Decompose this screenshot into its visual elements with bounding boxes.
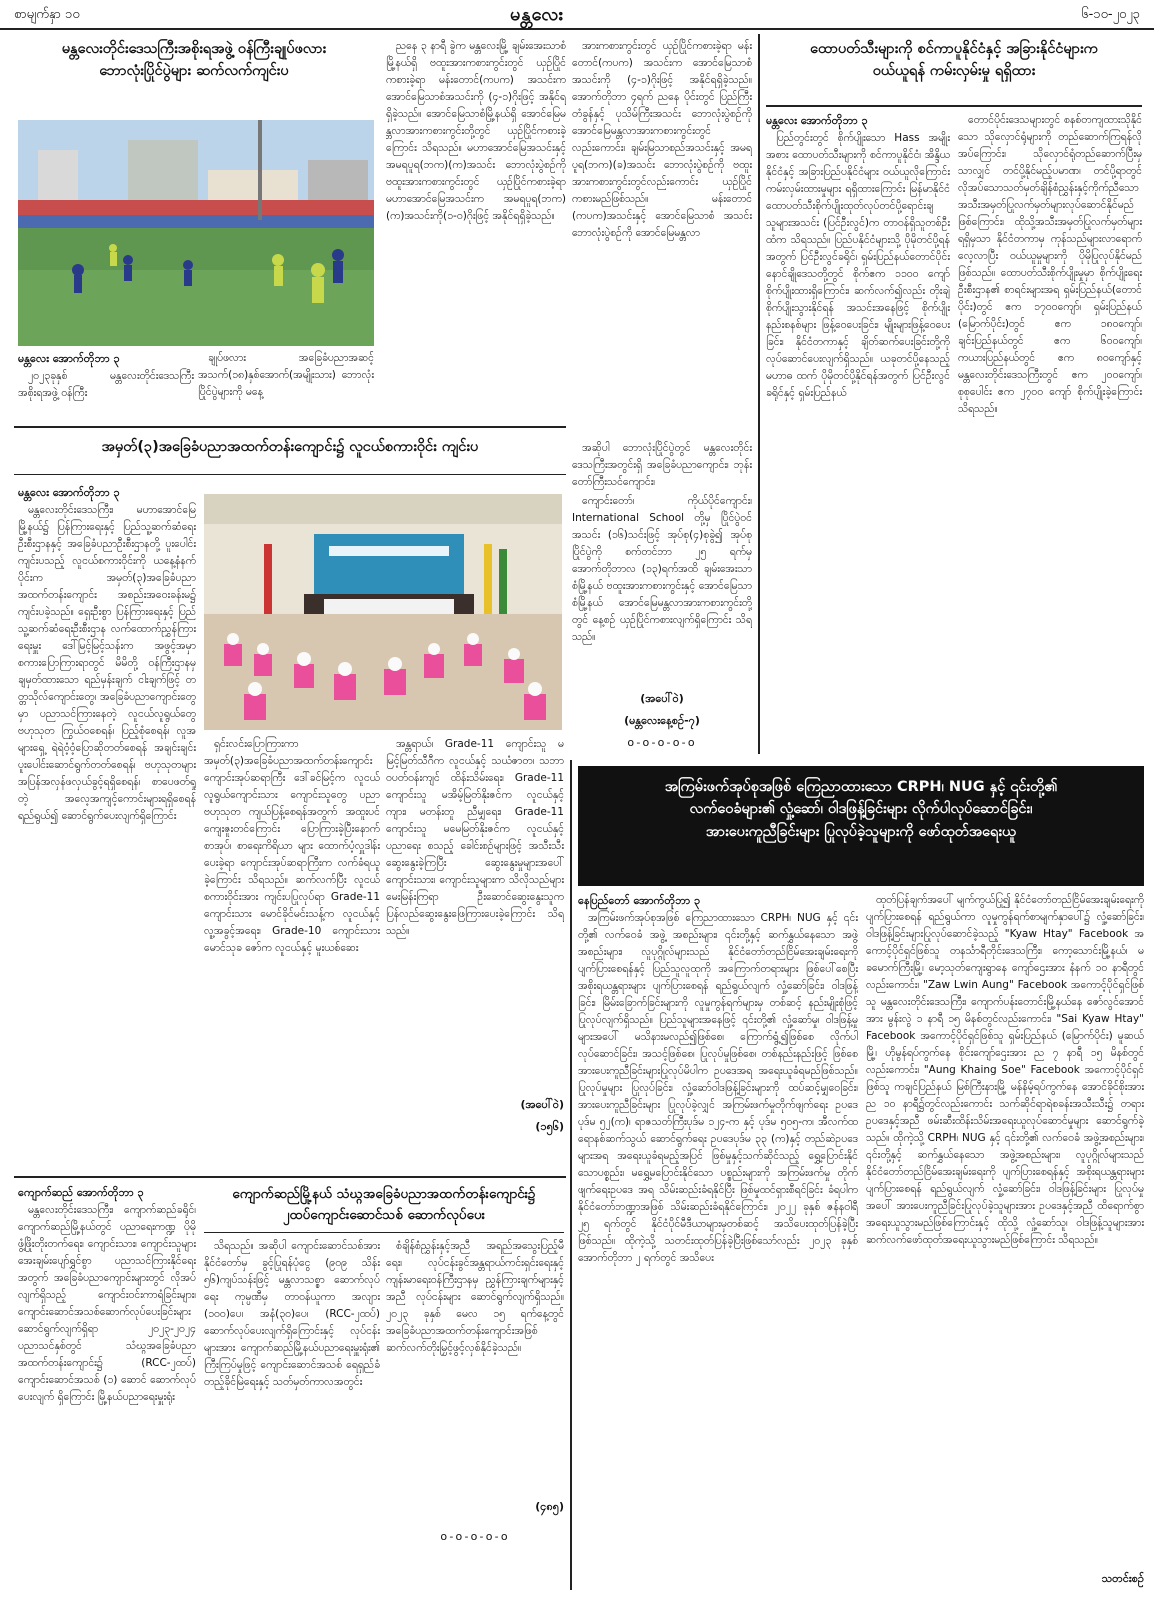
article2-col1 <box>766 112 950 752</box>
article3-headline: အမှတ်(၃)အခြေခံပညာအထက်တန်းကျောင်း၌ လူငယ်စကားဝိုင်း ကျင်းပ <box>101 439 479 455</box>
meeting-hall-illustration <box>204 494 562 730</box>
article6-headline <box>204 1184 564 1226</box>
article6-end-dots: o-o-o-o-o <box>440 1530 510 1543</box>
article3-signature1: (အပေါ်ဝဲ) <box>520 1098 564 1111</box>
masthead-logo: မန္တလေး <box>510 4 564 25</box>
article5-signature: သတင်းစဉ် <box>1101 1572 1144 1585</box>
article1-col3 <box>572 38 752 438</box>
article4-end-dots: o-o-o-o-o <box>627 736 697 749</box>
article1-headline <box>14 38 374 83</box>
article2-headline-line2: ဝယ်ယူရန် ကမ်းလှမ်းမှု ရရှိထား <box>872 63 1036 80</box>
article4-text: ကျောင်းတော်၊ ကိုယ်ပိုင်ကျောင်း၊ International School တို့မှ ပြိုင်ပွဲဝင်အသင်း (၁၆)သင်းဖြင့် အုပ်စု(၄)စုခွဲ၍ အုပ်စုပြိုင်ပွဲကို စက်တင်ဘာ ၂၅ ရက်မှ အောက်တိုဘာလ (၁၃)ရက်အထိ ချမ်းအေးသာစံမြို့နယ် ဗထူးအားကစားကွင်းနှင့် အောင်မြေသာစံမြို့နယ် အောင်မြေမန္တလာအားကစားကွင်းတို့တွင် နေ့စဉ် ယှဉ်ပြိုင်ကစားလျက်ရှိကြောင်း သိရသည်။ <box>572 495 752 643</box>
article6-col1-text: မန္တလေးတိုင်းဒေသကြီး၊ ကျောက်ဆည်ခရိုင်၊ ကျောက်ဆည်မြို့နယ်တွင် ပညာရေးကဏ္ဍ ပိုမိုဖွံ့ဖြိုးတိုးတက်ရေး၊ ကျောင်းသား၊ ကျောင်းသူများ အေးချမ်းပျော်ရွှင်စွာ ပညာသင်ကြားနိုင်ရေးအတွက် အခြေခံပညာကျောင်းများတွင် လိုအပ်လျက်ရှိသည့် ကျောင်းဝင်းကာရံခြင်းများ၊ ကျောင်းဆောင်အသစ်ဆောက်လုပ်ပေးခြင်းများ ဆောင်ရွက်လျက်ရှိရာ ၂၀၂၃-၂၀၂၄ ပညာသင်နှစ်တွင် သံဃ္ဂအခြေခံပညာ အထက်တန်းကျောင်း၌ (RCC-၂ထပ်) ကျောင်းဆောင်အသစ် (၁) ဆောင် ဆောက်လုပ်ပေးလျက် ရှိကြောင်း မြို့နယ်ပညာရေးမှူးရုံး <box>18 1203 196 1403</box>
article3-col2-text: ရှင်းလင်းပြောကြားကာ အမှတ်(၃)အခြေခံပညာအထက်တန်းကျောင်း ကျောင်းအုပ်ဆရာကြီး ဒေါ်ခင်မြင့်က လူငယ်လူရွယ်ကျောင်းသား ကျောင်းသူတွေ ပညာဗဟုသုတ ကျယ်ပြန့်စေရန်အတွက် အထူးပင် ကျေးဇူးတင်ကြောင်း ပြောကြားခဲ့ပြီးနောက် စာအုပ်၊ စာရေးကိရိယာ များ ထောက်ပံ့လှူဒါန်းပေးခဲ့ရာ ကျောင်းအုပ်ဆရာကြီးက လက်ခံရယူခဲ့ကြောင်း သိရသည်။ ဆက်လက်ပြီး လူငယ်စကားဝိုင်းအား ကျင်းပပြုလုပ်ရာ Grade-11 ကျောင်းသား မောင်ခိုင်မင်းသန့်က လူငယ်နှင့် လူ့အခွင့်အရေး၊ Grade-10 ကျောင်းသား မောင်သုခ ဇော်က လူငယ်နှင့် မူးယစ်ဆေး <box>204 738 380 954</box>
article2-headline <box>766 38 1142 83</box>
article5-col2-text: ထုတ်ပြန်ချက်အပေါ် မျက်ကွယ်ပြု၍ နိုင်ငံတော်တည်ငြိမ်အေးချမ်းရေးကို ပျက်ပြားစေရန် ရည်ရွယ်ကာ လူမှုကွန်ရက်စာမျက်နှာပေါ်၌ လှုံ့ဆော်ခြင်း၊ ဝါဒဖြန့်ခြင်းများပြုလုပ်ဆောင်ခဲ့သည့် "Kyaw Htay" Facebook အကောင့်ပိုင်ရှင်ဖြစ်သူ တနင်္သာရီတိုင်းဒေသကြီး၊ ကော့သောင်းမြို့နယ်၊ မခမောက်ကြီးမြို့၊ မော့သုတ်ကျေးရွာနေ ကျော်ဌေးအား နံနက် ၁၀ နာရီတွင်လည်းကောင်း၊ "Zaw Lwin Aung" Facebook အကောင့်ပိုင်ရှင်ဖြစ်သူ မန္တလေးတိုင်းဒေသကြီး၊ ကျောက်ပန်းတောင်းမြို့နယ်နေ ဇော်လွင်အောင်အား မွန်းလွဲ ၁ နာရီ ၁၅ မိနစ်တွင်လည်းကောင်း၊ "Sai Kyaw Htay" Facebook အကောင့်ပိုင်ရှင်ဖြစ်သူ ရှမ်းပြည်နယ် (မြောက်ပိုင်း) မူဆယ်မြို့၊ ဟိုမွန်ရပ်ကွက်နေ စိုင်းကျော်ဌေးအား ည ၇ နာရီ ၁၅ မိနစ်တွင် လည်းကောင်း၊ "Aung Khaing Soe" Facebook အကောင့်ပိုင်ရှင်ဖြစ်သူ ကချင်ပြည်နယ် မြစ်ကြီးနားမြို့ မန်နိမ့်ရပ်ကွက်နေ အောင်ခိုင်စိုးအား ည ၁၀ နာရီ၌တွင်လည်းကောင်း သက်ဆိုင်ရာရဲစခန်းအသီးသီး၌ တရားဥပဒေနှင့်အညီ ဖမ်းဆီးထိန်းသိမ်းအရေးယူလုပ်ဆောင်မှုများ ဆောင်ရွက်ခဲ့သည်။ ထိုကဲ့သို့ CRPH၊ NUG နှင့် ၎င်းတို့၏ လက်ဝေခံ အဖွဲ့အစည်းများ၊ ၎င်းတို့နှင့် ဆက်နွှယ်နေသော အဖွဲ့အစည်းများ၊ လူပုဂ္ဂိုလ်များသည် နိုင်ငံတော်တည်ငြိမ်အေးချမ်းရေးကို ပျက်ပြားစေရန်နှင့် အစိုးရယန္တရားများ ပျက်ပြားစေရန် ရည်ရွယ်လျက် လှုံ့ဆော်ခြင်း၊ ဝါဒဖြန့်ခြင်းများ ပြုလုပ်မှုအပေါ် အားပေးကူညီခြင်းပြုလုပ်ခဲ့သူများအား ဥပဒေနှင့်အညီ ထိရောက်စွာ အရေးယူသွားမည်ဖြစ်ကြောင်းနှင့် ထိုသို့ လှုံ့ဆော်သူ၊ ဝါဒဖြန့်သူများအား ဆက်လက်ဖော်ထုတ်အရေးယူသွားမည်ဖြစ်ကြောင်း သိရသည်။ <box>866 894 1144 1246</box>
article5-col2 <box>866 892 1144 1564</box>
article6-byline: ကျောက်ဆည် အောက်တိုဘာ ၃ <box>18 1186 144 1199</box>
article2-rule <box>766 105 1142 107</box>
article3-rule <box>14 474 566 475</box>
article1-headline-line2: ဘောလုံးပြိုင်ပွဲများ ဆက်လက်ကျင်းပ <box>99 63 289 80</box>
article2-headline-line1: ထောပတ်သီးများကို စင်ကာပူနိုင်ငံနှင့် အခြားနိုင်ငံများက <box>810 41 1098 57</box>
article3-col3 <box>386 736 564 1074</box>
issue-date: ၆-၁၀-၂၀၂၃ <box>1081 7 1140 22</box>
article1-intro: ၂၀၂၃ခုနှစ် မန္တလေးတိုင်းဒေသကြီးအစိုးရအဖွဲ့ ဝန်ကြီး <box>18 369 194 399</box>
article6-col2 <box>204 1238 380 1594</box>
article1-byline: မန္တလေး အောက်တိုဘာ ၃ <box>18 352 120 365</box>
article6-headline-rule <box>204 1232 564 1233</box>
article4-body <box>572 440 752 690</box>
article1-rule <box>14 426 566 428</box>
article1-col1b <box>198 350 374 418</box>
article5-headline-line1: အကြမ်းဖက်အုပ်စုအဖြစ် ကြေညာထားသော CRPH၊ NUG နှင့် ၎င်းတို့၏ <box>664 779 1058 795</box>
article6-headline-line1: ကျောက်ဆည်မြို့နယ် သံဃ္ဂအခြေခံပညာအထက်တန်းကျောင်း၌ <box>232 1186 536 1202</box>
article3-col1-text: မန္တလေးတိုင်းဒေသကြီး၊ မဟာအောင်မြေမြို့နယ်၌ ပြန်ကြားရေးနှင့် ပြည်သူ့ဆက်ဆံရေးဦးစီးဌာနနှင့် အခြေခံပညာဦးစီးဌာနတို့ ပူးပေါင်းကျင်းပသည့် လူငယ်စကားဝိုင်းကို ယနေ့နံနက်ပိုင်းက အမှတ်(၃)အခြေခံပညာအထက်တန်းကျောင်း အစည်းအဝေးခန်းမ၌ ကျင်းပခဲ့သည်။ ရှေးဦးစွာ ပြန်ကြားရေးနှင့် ပြည်သူ့ဆက်ဆံရေးဦးစီးဌာန လက်ထောက်ညွှန်ကြားရေးမှူး ဒေါ်မြင့်မြင့်သန်းက အဖွင့်အမှာစကားပြောကြားရာတွင် မိမိတို့ ဝန်ကြီးဌာနမှ ချမှတ်ထားသော ရည်မှန်းချက် ငါးချက်ဖြင့် တတ္တသိုလ်ကျောင်းတွေ၊ အခြေခံပညာကျောင်းတွေမှာ ပညာသင်ကြားနေတဲ့ လူငယ်လူရွယ်တွေ ဗဟုသုတ ကြွယ်ဝစေရန်၊ ပြည့်စုံစေရန်၊ လူအများရှေ့ ရဲရဲဝံ့ဝံ့ပြောဆိုတတ်စေရန် အချင်းချင်းပူးပေါင်းဆောင်ရွက်တတ်စေရန်၊ ဗဟုသုတများအပြန်အလှန်ဖလှယ်ခွင့်ရရှိစေရန်၊ စာပေဖတ်ရှုတဲ့ အလေ့အကျင့်ကောင်းများရရှိစေရန် ရည်ရွယ်၍ ဆောင်ရွက်ပေးလျက်ရှိကြောင်း <box>18 503 196 822</box>
article3-col3-text: အန္တရာယ်၊ Grade-11 ကျောင်းသူ မမြင့်မြတ်သီဂီက လူငယ်နှင့် သယံဇာတ၊ သဘာဝပတ်ဝန်းကျင် ထိန်းသိမ်းရေး၊ Grade-11 ကျောင်းသူ မအိမ့်မြတ်နိုးဇင်က လူငယ်နှင့် ကျား၊ မတန်းတူ ညီမျှရေး၊ Grade-11 ကျောင်းသူ မမေမြတ်နိုးဇင်က လူငယ်နှင့် ပညာရေး စသည့် ခေါင်းစဉ်များဖြင့် အသီးသီးဆွေးနွေးခဲ့ကြပြီး ဆွေးနွေးမှုများအပေါ် ကျောင်းသား၊ ကျောင်းသူများက သိလိုသည်များ မေးမြန်းကြရာ ဦးဆောင်ဆွေးနွေးသူက ပြန်လည်ဆွေးနွေးဖြေကြားပေးခဲ့ကြောင်း သိရသည်။ <box>386 738 564 937</box>
article4-signature1: (အပေါ်ဝဲ) <box>640 692 684 705</box>
article5-col1 <box>578 892 858 1572</box>
article5-headline-line2: လက်ဝေခံများ၏ လှုံ့ဆော်၊ ဝါဒဖြန့်ခြင်းများ လိုက်ပါလုပ်ဆောင်ခြင်း၊ <box>689 801 1033 818</box>
article5-headline-box <box>578 766 1144 886</box>
article2-col1-text: ပြည်တွင်းတွင် စိုက်ပျိုးသော Hass အမျိုးအစား ထောပတ်သီးများကို စင်ကာပူနိုင်ငံ၊ အိန္ဒိယနိုင်ငံနှင့် အခြားပြည်ပနိုင်ငံများ ဝယ်ယူလိုကြောင်း ကမ်းလှမ်းထားမှုများ ရရှိထားကြောင်း မြန်မာနိုင်ငံထောပတ်သီးစိုက်ပျိုးထုတ်လုပ်တင်ပို့ရောင်းချသူများအသင်း (ပြင်ဦးလွင်)က တာဝန်ရှိသူတစ်ဦးထံက သိရသည်။ ပြည်ပနိုင်ငံများသို့ ပိုမိုတင်ပို့ရန်အတွက် ပြင်ဦးလွင်ခရိုင်၊ ရှမ်းပြည်နယ်တောင်ပိုင်း နောင်ချိုဒေသတို့တွင် စိုက်ဧက ၁၁၀၀ ကျော်စိုက်ပျိုးထားရှိကြောင်း၊ ဆက်လက်၍လည်း တိုးချဲ့စိုက်ပျိုးသွားနိုင်ရန် အသင်းအနေဖြင့် စိုက်ပျိုးနည်းစနစ်များ ဖြန့်ဝေပေးခြင်း၊ မျိုးများဖြန့်ဝေပေးခြင်း၊ နိုင်ငံတကာနှင့် ချိတ်ဆက်ပေးခြင်းတို့ကို လုပ်ဆောင်ပေးလျက်ရှိသည်။ ယခုတင်ပို့နေသည့် မဟာဓ ထက် ပိုမိုတင်ပို့နိုင်ရန်အတွက် ပြင်ဦးလွင်ခရိုင်နှင့် ရှမ်းပြည်နယ် <box>766 131 950 399</box>
football-photo-illustration <box>18 120 374 346</box>
article1-headline-line1: မန္တလေးတိုင်းဒေသကြီးအစိုးရအဖွဲ့ ဝန်ကြီးချုပ်ဖလား <box>61 41 327 57</box>
article6-col1 <box>18 1184 196 1594</box>
article5-headline-line3: အားပေးကူညီခြင်းများ ပြုလုပ်ခဲ့သူများကို ဖော်ထုတ်အရေးယူ <box>705 823 1017 840</box>
article2-col2-text: တောင်ပိုင်းဒေသများတွင် စနစ်တကျထားသိုနိုင်သော သိုလှောင်ရုံများကို တည်ဆောက်ကြရန်လိုအပ်ကြောင်း၊ သိုလှောင်ရုံတည်ဆောက်ပြီးမှသာလျှင် တင်ပို့နိုင်မည့်ပမာဏ၊ တင်ပို့ရာတွင် လိုအပ်သောသတ်မှတ်ချိန်စံညွှန်းနှင့်ကိုက်ညီသော အသီးအမှတ်ပြုလက်မှတ်များလုပ်ဆောင်နိုင်မည်ဖြစ်ကြောင်း၊ ထိုသို့အသီးအမှတ်ပြုလက်မှတ်များရရှိမှသာ နိုင်ငံတကာမှ ကုန်သည်များလာရောက်လေ့လာပြီး ဝယ်ယူမှုများကို ပိုမိုပြုလုပ်နိုင်မည်ဖြစ်သည်။ ထောပတ်သီးစိုက်ပျိုးမှုမှာ စိုက်ပျိုးရေးဦးစီးဌာန၏ စာရင်းများအရ ရှမ်းပြည်နယ်(တောင်ပိုင်း)တွင် ဧက ၁၇၀၀ကျော်၊ ရှမ်းပြည်နယ် (မြောက်ပိုင်း)တွင် ဧက ၁၈၀ကျော်၊ ချင်းပြည်နယ်တွင် ဧက ၆၀၀ကျော်၊ ကယားပြည်နယ်တွင် ဧက ၈၀ကျော်နှင့် မန္တလေးတိုင်းဒေသကြီးတွင် ဧက ၂၀၀ကျော်၊ စုစုပေါင်း ဧက ၂၇၀၀ ကျော် စိုက်ပျိုးခဲ့ကြောင်း သိရသည်။ <box>958 114 1142 415</box>
football-match-photo <box>18 120 374 346</box>
article5-byline: နေပြည်တော် အောက်တိုဘာ ၃ <box>578 894 701 907</box>
article2-byline: မန္တလေး အောက်တိုဘာ ၃ <box>766 114 868 127</box>
article6-col3-text: စံချိန်စံညွှန်းနှင့်အညီ အရည်အသွေးပြည့်မီရေး၊ လုပ်ငန်းခွင်အန္တရာယ်ကင်းရှင်းရေးနှင့် ကျန်းမာရေးဝန်ကြီးဌာနမှ ညွှန်ကြားချက်များနှင့်အညီ လုပ်ငန်းများ ဆောင်ရွက်လျက်ရှိသည်။ ၂၀၂၃ ခုနှစ် မေလ ၁၅ ရက်နေ့တွင် အခြေခံပညာအထက်တန်းကျောင်းအဖြစ် ဆက်လက်တိုးမြှင့်ဖွင့်လှစ်နိုင်ခဲ့သည်။ <box>386 1240 564 1354</box>
article6-signature: (၄၈၅) <box>535 1500 564 1513</box>
article3-col1 <box>18 484 196 1134</box>
page-header <box>0 0 1154 30</box>
article4-signature2: (မန္တလေးနေ့စဉ်-၇) <box>624 714 700 727</box>
article4-pre-text: အဆိုပါ ဘောလုံးပြိုင်ပွဲတွင် မန္တလေးတိုင်းဒေသကြီးအတွင်းရှိ အခြေခံပညာကျောင်း၊ ဘုန်းတော်ကြီးသင်ကျောင်း၊ <box>572 442 752 488</box>
youth-talk-photo <box>204 494 562 730</box>
article5-col1-text: အကြမ်းဖက်အုပ်စုအဖြစ် ကြေညာထားသော CRPH၊ NUG နှင့် ၎င်းတို့၏ လက်ဝေခံ အဖွဲ့ အစည်းများ၊ ၎င်းတို့နှင့် ဆက်နွှယ်နေသော အဖွဲ့အစည်းများ၊ လူပုဂ္ဂိုလ်များသည် နိုင်ငံတော်တည်ငြိမ်အေးချမ်းရေးကို ပျက်ပြားစေရန်နှင့် ပြည်သူလူထုကို အကြောက်တရားများ ဖြစ်ပေါ်စေပြီး အစိုးရယန္တရားများ ပျက်ပြားစေရန် ရည်ရွယ်လျက် လှုံ့ဆော်ခြင်း၊ ဝါဒဖြန့်ခြင်း၊ မြိမ်းခြောက်ခြင်းများကို လူမှုကွန်ရက်များမှ တစ်ဆင့် နည်းမျိုးစုံဖြင့် ပြုလုပ်လျက်ရှိသည်။ ပြည်သူများအနေဖြင့် ၎င်းတို့၏ လှုံ့ဆော်မှု၊ ဝါဒဖြန့်မှုများအပေါ် မသိနားမလည်၍ဖြစ်စေ၊ ကြောက်ရွံ့၍ဖြစ်စေ လိုက်ပါလုပ်ဆောင်ခြင်း၊ အသင့်ဖြစ်စေ၊ ပြုလုပ်မှုဖြစ်စေ၊ တစ်နည်းနည်းဖြင့် ဖြစ်စေ အားပေးကူညီခြင်းများပြုလုပ်မိပါက ဥပဒေအရ အရေးယူခံရမည်ဖြစ်သည်။ ပြုလုပ်မှုများ ပြုလုပ်ခြင်း၊ လှုံ့ဆော်ဝါဒဖြန့်ခြင်းများကို ထပ်ဆင့်မျှဝေခြင်း၊ အားပေးကူညီခြင်းများ ပြုလုပ်ခဲ့လျှင် အကြမ်းဖက်မှုတိုက်ဖျက်ရေး ဥပဒေ ပုဒ်မ ၅၂(က)၊ ရာဇသတ်ကြီးပုဒ်မ ၁၂၄-က နှင့် ပုဒ်မ ၅၀၅-က၊ အီလက်ထရောနစ်ဆက်သွယ် ဆောင်ရွက်ရေး ဥပဒေပုဒ်မ ၃၃ (က)နှင့် တည်ဆဲဥပဒေများအရ အရေးယူခံရမည့်အပြင် ဖြစ်မှုနှင့်သက်ဆိုင်သည့် ရွှေ့ပြောင်းနိုင်သောပစ္စည်း၊ မရွှေ့မပြောင်းနိုင်သော ပစ္စည်းများကို အကြမ်းဖက်မှု တိုက်ဖျက်ရေးဥပဒေ အရ သိမ်းဆည်းခံရနိုင်ပြီး ဖြစ်မှုထင်ရှားစီရင်ခြင်း ခံရပါက နိုင်ငံတော်ဘဏ္ဍာအဖြစ် သိမ်းဆည်းခံရနိုင်ကြောင်း၊ ၂၀၂၂ ခုနှစ် ဇန်နဝါရီ ၂၅ ရက်တွင် နိုင်ငံပိုင်မီဒီယာများမှတစ်ဆင့် အသိပေးထုတ်ပြန်ခဲ့ပြီး ဖြစ်သည်။ ထိုကဲ့သို့ သတင်းထုတ်ပြန်ခဲ့ပြီးဖြစ်သော်လည်း ၂၀၂၃ ခုနှစ် အောက်တိုဘာ ၂ ရက်တွင် အသိပေး <box>578 911 858 1264</box>
article6-col2-text: သိရသည်။ အဆိုပါ ကျောင်းဆောင်သစ်အား နိုင်ငံတော်မှ ခွင့်ပြုရန်ပုံငွေ (၉၀၉ သိန်း ၅၆)ကျပ်သန်းဖြင့် မန္တလာသစ္စာ ဆောက်လုပ်ရေး ကုမ္ပဏီမှ တာဝန်ယူကာ အလျား (၁၀၀)ပေ၊ အနံ(၃၀)ပေ၊ (RCC-၂ထပ်) ဆောက်လုပ်ပေးလျက်ရှိကြောင်းနှင့် လုပ်ငန်းများအား ကျောက်ဆည်မြို့နယ်ပညာရေးမှူးရုံး၏ ကြီးကြပ်မှုဖြင့် ကျောင်းဆောင်အသစ် ရေရှည်ခံတည့်ခိုင်မြဲရေးနှင့် သတ်မှတ်ကာလအတွင်း <box>204 1240 380 1388</box>
article1-col2-bottom: ချုပ်ဖလား အခြေခံပညာအဆင့်အသက်(၁၈)နှစ်အောက်(အမျိုးသား) ဘောလုံးပြိုင်ပွဲများကို မနေ့ <box>198 352 374 398</box>
article5-rule <box>570 760 572 1590</box>
article1-col3-text: အားကစားကွင်းတွင် ယှဉ်ပြိုင်ကစားခဲ့ရာ မန်းတောင်(ကပက) အသင်းက အောင်မြေသာစံအသင်းကို (၄-၁)ဂိုးဖြင့် အနိုင်ရရှိခဲ့သည်။ အောက်တိုဘာ ၄ရက် ညနေ ပိုင်းတွင် ပြည်ကြီးတံခွန်နှင့် ပုသိမ်ကြီးအသင်း ဘောလုံးပွဲစဉ်ကို အောင်မြေမန္တလာအားကစားကွင်းတွင်လည်းကောင်း၊ ချမ်းမြသာစည်အသင်းနှင့် အမရပူရ(ဘက)(ခ)အသင်း ဘောလုံးပွဲစဉ်ကို ဗထူးအားကစားကွင်းတွင်လည်းကောင်း ယှဉ်ပြိုင်ကစားမည်ဖြစ်သည်။ မန်းတောင် (ကပက)အသင်းနှင့် အောင်မြေသာစံ အသင်း ဘောလုံးပွဲစဉ်ကို အောင်မြေမန္တလာ <box>572 40 752 239</box>
page-number: စာမျက်နှာ ၁၀ <box>14 7 80 22</box>
article1-col2 <box>386 38 566 418</box>
article3-signature2: (၁၅၆) <box>535 1120 564 1133</box>
article1-col2-text: ညနေ ၃ နာရီ ခွဲက မန္တလေးမြို့ ချမ်းအေးသာစံမြို့နယ်ရှိ ဗထူးအားကစားကွင်းတွင် ယှဉ်ပြိုင်ကစားခဲ့ရာ မန်းတောင်(ကပက) အသင်းက အောင်မြေသာစံအသင်းကို (၄-၁)ဂိုးဖြင့် အနိုင်ရရှိခဲ့သည်။ အောင်မြေသာစံမြို့နယ်ရှိ အောင်မြေမန္တလာအားကစားကွင်းတို့တွင် ယှဉ်ပြိုင်ကစားခဲ့ကြောင်း သိရသည်။ မဟာအောင်မြေအသင်းနှင့် အမရပူရ(ဘက)(က)အသင်း ဘောလုံးပွဲစဉ်ကို ဗထူးအားကစားကွင်းတွင် ယှဉ်ပြိုင်ကစားခဲ့ရာ မဟာအောင်မြေအသင်းက အမရပူရ(ဘက)(က)အသင်းကို(၁-၀)ဂိုးဖြင့် အနိုင်ရရှိခဲ့သည်။ <box>386 40 566 222</box>
article6-col3 <box>386 1238 564 1488</box>
article6-rule <box>14 1176 566 1178</box>
article1-col1 <box>18 350 194 418</box>
article6-headline-line2: ၂ထပ်ကျောင်းဆောင်သစ် ဆောက်လုပ်ပေး <box>282 1206 486 1223</box>
article2-col2 <box>958 112 1142 752</box>
column-rule <box>758 34 760 754</box>
article3-col2 <box>204 736 380 1086</box>
article3-byline: မန္တလေး အောက်တိုဘာ ၃ <box>18 486 120 499</box>
